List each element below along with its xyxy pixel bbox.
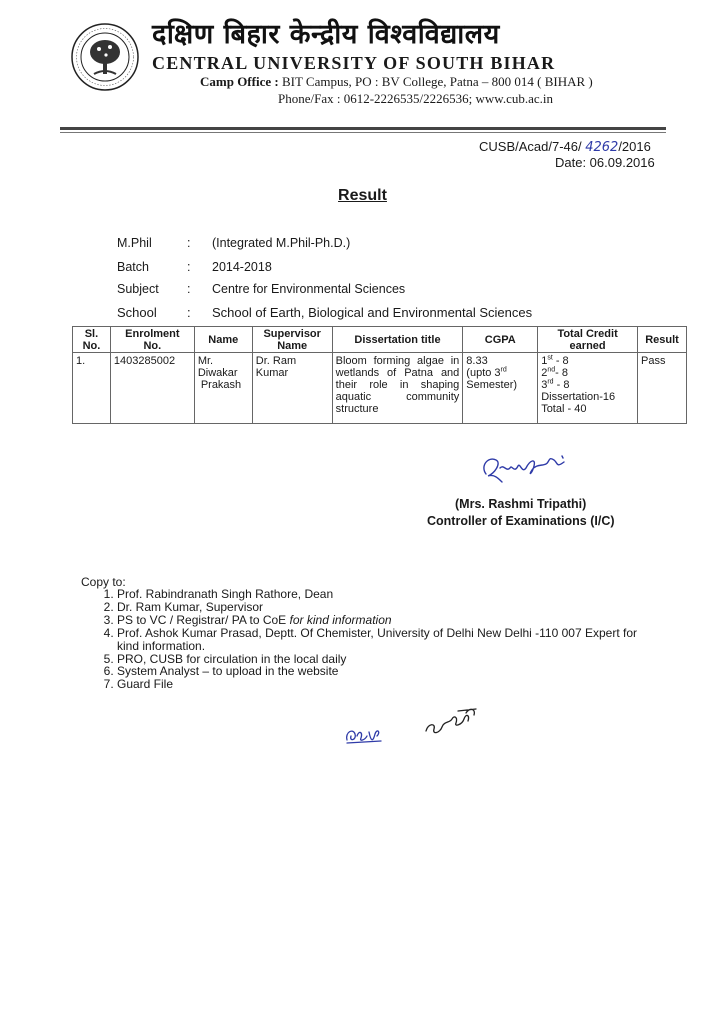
header-dissertation-title: Dissertation title — [332, 327, 463, 353]
reference-number — [479, 139, 651, 155]
header-supervisor-name: Supervisor Name — [252, 327, 332, 353]
detail-colon: : — [187, 260, 191, 274]
signatory-title: Controller of Examinations (I/C) — [427, 514, 615, 528]
cell-enrolment-no: 1403285002 — [110, 353, 194, 424]
list-item: 3. PS to VC / Registrar/ PA to CoE for kind information — [117, 614, 657, 627]
university-name-hindi: दक्षिण बिहार केन्द्रीय विश्वविद्यालय — [152, 19, 500, 50]
detail-key: Batch — [117, 260, 149, 274]
header-enrolment-no: Enrolment No. — [110, 327, 194, 353]
detail-key: M.Phil — [117, 236, 152, 250]
detail-value: (Integrated M.Phil-Ph.D.) — [212, 236, 351, 250]
cell-student-name: Mr. Diwakar Prakash — [194, 353, 252, 424]
cell-dissertation-title: Bloom forming algae in wetlands of Patna and their role in shaping aquatic community structure — [332, 353, 463, 424]
detail-key: School — [117, 305, 157, 320]
cell-total-credit: 1st - 8 2nd- 8 3rd - 8 Dissertation-16 Total - 40 — [538, 353, 638, 424]
detail-colon: : — [187, 305, 191, 320]
header-name: Name — [194, 327, 252, 353]
controller-signature — [476, 452, 571, 488]
list-item: 5. PRO, CUSB for circulation in the local daily — [117, 653, 657, 666]
list-item: 4. Prof. Ashok Kumar Prasad, Deptt. Of Chemister, University of Delhi New Delhi -110 007 Expert for kind information. — [117, 627, 657, 653]
header-divider — [60, 127, 666, 130]
signatory-name: (Mrs. Rashmi Tripathi) — [455, 497, 587, 511]
cell-result: Pass — [638, 353, 687, 424]
list-item: 7. Guard File — [117, 678, 657, 691]
detail-colon: : — [187, 282, 191, 296]
copy-to-list — [99, 588, 657, 691]
camp-office-address — [200, 74, 593, 90]
camp-office-label: Camp Office : — [200, 74, 279, 89]
table-row — [73, 353, 687, 424]
detail-value: 2014-2018 — [212, 260, 272, 274]
document-date: Date: 06.09.2016 — [555, 155, 655, 170]
handwritten-initials — [343, 722, 385, 746]
reference-suffix: /2016 — [618, 139, 651, 154]
detail-key: Subject — [117, 282, 159, 296]
camp-office-text: BIT Campus, PO : BV College, Patna – 800 014 ( BIHAR ) — [281, 74, 593, 89]
reference-prefix: CUSB/Acad/7-46/ — [479, 139, 586, 154]
list-item: 1. Prof. Rabindranath Singh Rathore, Dean — [117, 588, 657, 601]
detail-value: School of Earth, Biological and Environmental Sciences — [212, 305, 533, 320]
cell-sl-no: 1. — [73, 353, 111, 424]
list-item: 6. System Analyst – to upload in the website — [117, 665, 657, 678]
list-item: 2. Dr. Ram Kumar, Supervisor — [117, 601, 657, 614]
header-sl-no: Sl. No. — [73, 327, 111, 353]
header-divider-thin — [60, 132, 666, 133]
header-total-credit: Total Credit earned — [538, 327, 638, 353]
header-cgpa: CGPA — [463, 327, 538, 353]
university-name-english: CENTRAL UNIVERSITY OF SOUTH BIHAR — [152, 53, 556, 73]
detail-colon: : — [187, 236, 191, 250]
cell-cgpa: 8.33 (upto 3rd Semester) — [463, 353, 538, 424]
handwritten-signature-dealing-assistant — [422, 705, 482, 737]
copy-to-heading: Copy to: — [81, 575, 126, 589]
table-header-row — [73, 327, 687, 353]
university-seal-logo — [70, 22, 140, 92]
detail-value: Centre for Environmental Sciences — [212, 282, 406, 296]
results-table — [72, 326, 687, 424]
header-result: Result — [638, 327, 687, 353]
phone-fax-web: Phone/Fax : 0612-2226535/2226536; www.cub.ac.in — [278, 91, 554, 106]
document-title: Result — [338, 187, 387, 204]
cell-supervisor-name: Dr. Ram Kumar — [252, 353, 332, 424]
reference-handwritten-number: 4262 — [585, 140, 619, 155]
